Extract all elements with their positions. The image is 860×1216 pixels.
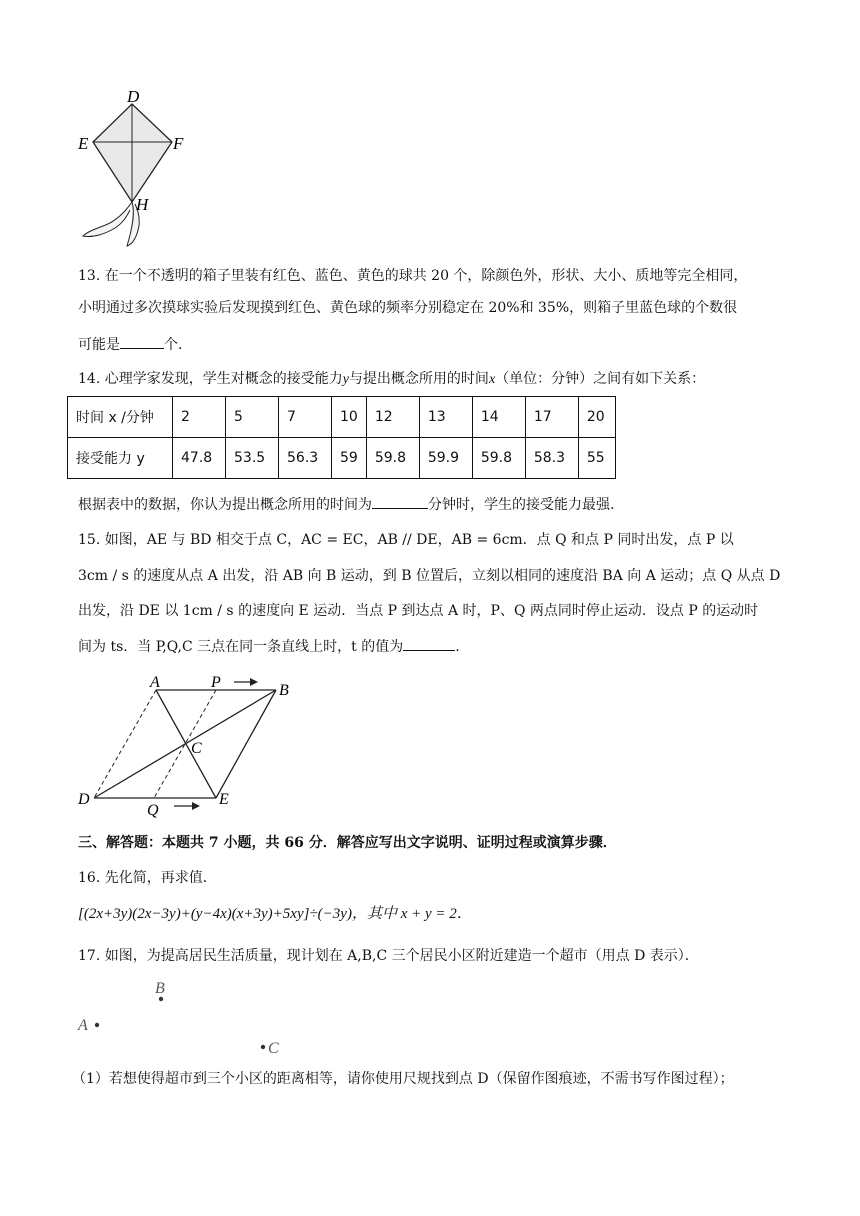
- q15-line-1: 15. 如图，AE 与 BD 相交于点 C，AC = EC，AB // DE，AB = 6cm．点 Q 和点 P 同时出发，点 P 以: [78, 532, 734, 548]
- table-cell: 13: [419, 397, 472, 438]
- point-b: [159, 997, 163, 1001]
- point-label-b: B: [155, 980, 165, 997]
- kite-tail-left: [83, 202, 132, 237]
- para-label-b: B: [279, 682, 289, 699]
- kite-label-e: E: [78, 134, 89, 153]
- table-cell: 47.8: [173, 438, 226, 479]
- kite-label-f: F: [173, 134, 184, 153]
- kite-figure: [75, 86, 195, 252]
- q14-text-c: （单位：分钟）之间有如下关系：: [495, 371, 706, 387]
- para-label-p: P: [211, 674, 221, 691]
- q14-text-b: 与提出概念所用的时间: [348, 371, 489, 387]
- table-cell: 2: [173, 397, 226, 438]
- segment-db: [94, 690, 276, 798]
- q13-line-3-start: 可能是: [78, 337, 120, 353]
- section-3-heading: 三、解答题：本题共 7 小题，共 66 分．解答应写出文字说明、证明过程或演算步骤．: [78, 835, 617, 851]
- q17-line-1: 17. 如图，为提高居民生活质量，现计划在 A,B,C 三个居民小区附近建造一个超市（用点 D 表示）．: [78, 948, 699, 964]
- table-cell: 7: [279, 397, 332, 438]
- table-cell: 58.3: [525, 438, 578, 479]
- q13-line-2: 小明通过多次摸球实验后发现摸到红色、黄色球的频率分别稳定在 20%和 35%，则箱子里蓝色球的个数很: [78, 300, 738, 316]
- q15-line-3: 出发，沿 DE 以 1cm / s 的速度向 E 运动．当点 P 到达点 A 时，P、Q 两点同时停止运动．设点 P 的运动时: [78, 603, 759, 619]
- table-cell: 53.5: [226, 438, 279, 479]
- q14-after-text-a: 根据表中的数据，你认为提出概念所用的时间为: [78, 497, 372, 513]
- table-cell: 14: [472, 397, 525, 438]
- table-cell: 59: [332, 438, 367, 479]
- point-a: [95, 1023, 99, 1027]
- q14-after-table: [78, 494, 614, 515]
- q15-answer-blank[interactable]: [403, 636, 455, 651]
- q16-expression: [(2x+3y)(2x−3y)+(y−4x)(x+3y)+5xy]÷(−3y)，其中 x + y = 2．: [78, 906, 472, 922]
- para-label-q: Q: [147, 802, 159, 818]
- q14-after-text-b: 分钟时，学生的接受能力最强.: [428, 497, 615, 513]
- q14-answer-blank[interactable]: [372, 494, 428, 509]
- dashed-segment-ad: [94, 690, 156, 798]
- segment-eb: [216, 690, 276, 798]
- q15-line-4-start: 间为 ts．当 P,Q,C 三点在同一条直线上时，t 的值为: [78, 639, 404, 655]
- q15-line-4-end: .: [455, 639, 460, 655]
- q13-line-1: 13. 在一个不透明的箱子里装有红色、蓝色、黄色的球共 20 个，除颜色外，形状、大小、质地等完全相同，: [78, 268, 748, 284]
- table-row: [68, 397, 616, 438]
- arrow-q-head: [192, 802, 200, 810]
- q13-answer-blank[interactable]: [120, 334, 164, 349]
- para-label-e: E: [219, 791, 229, 808]
- q13-line-3-end: 个.: [164, 337, 183, 353]
- kite-label-h: H: [136, 195, 149, 214]
- table-cell: 59.8: [366, 438, 419, 479]
- table-row-head-time: 时间 x /分钟: [68, 397, 173, 438]
- q15-line-2: 3cm / s 的速度从点 A 出发，沿 AB 向 B 运动，到 B 位置后，立刻以相同的速度沿 BA 向 A 运动；点 Q 从点 D: [78, 568, 781, 584]
- q15-line-4: [78, 636, 460, 657]
- table-cell: 17: [525, 397, 578, 438]
- para-label-a: A: [150, 674, 160, 691]
- q17-sub-1: （1）若想使得超市到三个小区的距离相等，请你使用尺规找到点 D（保留作图痕迹，不需书写作图过程）；: [72, 1071, 734, 1087]
- parallelogram-figure: [74, 672, 304, 818]
- table-row-head-ability: 接受能力 y: [68, 438, 173, 479]
- q14-data-table: [67, 396, 616, 479]
- kite-label-d: D: [127, 87, 140, 106]
- point-label-a: A: [78, 1017, 88, 1034]
- q14-text-a: 14. 心理学家发现，学生对概念的接受能力: [78, 371, 343, 387]
- q14-var-y: y: [342, 372, 349, 387]
- point-label-c: C: [268, 1040, 279, 1057]
- para-label-c: C: [191, 740, 202, 757]
- q14-line-1: [78, 369, 705, 390]
- para-label-d: D: [78, 791, 90, 808]
- table-cell: 20: [578, 397, 615, 438]
- table-cell: 59.8: [472, 438, 525, 479]
- q14-var-x: x: [488, 372, 496, 387]
- q13-line-3: [78, 334, 182, 355]
- table-row: [68, 438, 616, 479]
- q16-line-1: 16. 先化简，再求值．: [78, 870, 217, 886]
- table-cell: 59.9: [419, 438, 472, 479]
- point-c: [261, 1045, 265, 1049]
- table-cell: 56.3: [279, 438, 332, 479]
- table-cell: 5: [226, 397, 279, 438]
- arrow-p-head: [250, 678, 258, 686]
- table-cell: 10: [332, 397, 367, 438]
- table-cell: 55: [578, 438, 615, 479]
- table-cell: 12: [366, 397, 419, 438]
- points-figure: [74, 976, 304, 1060]
